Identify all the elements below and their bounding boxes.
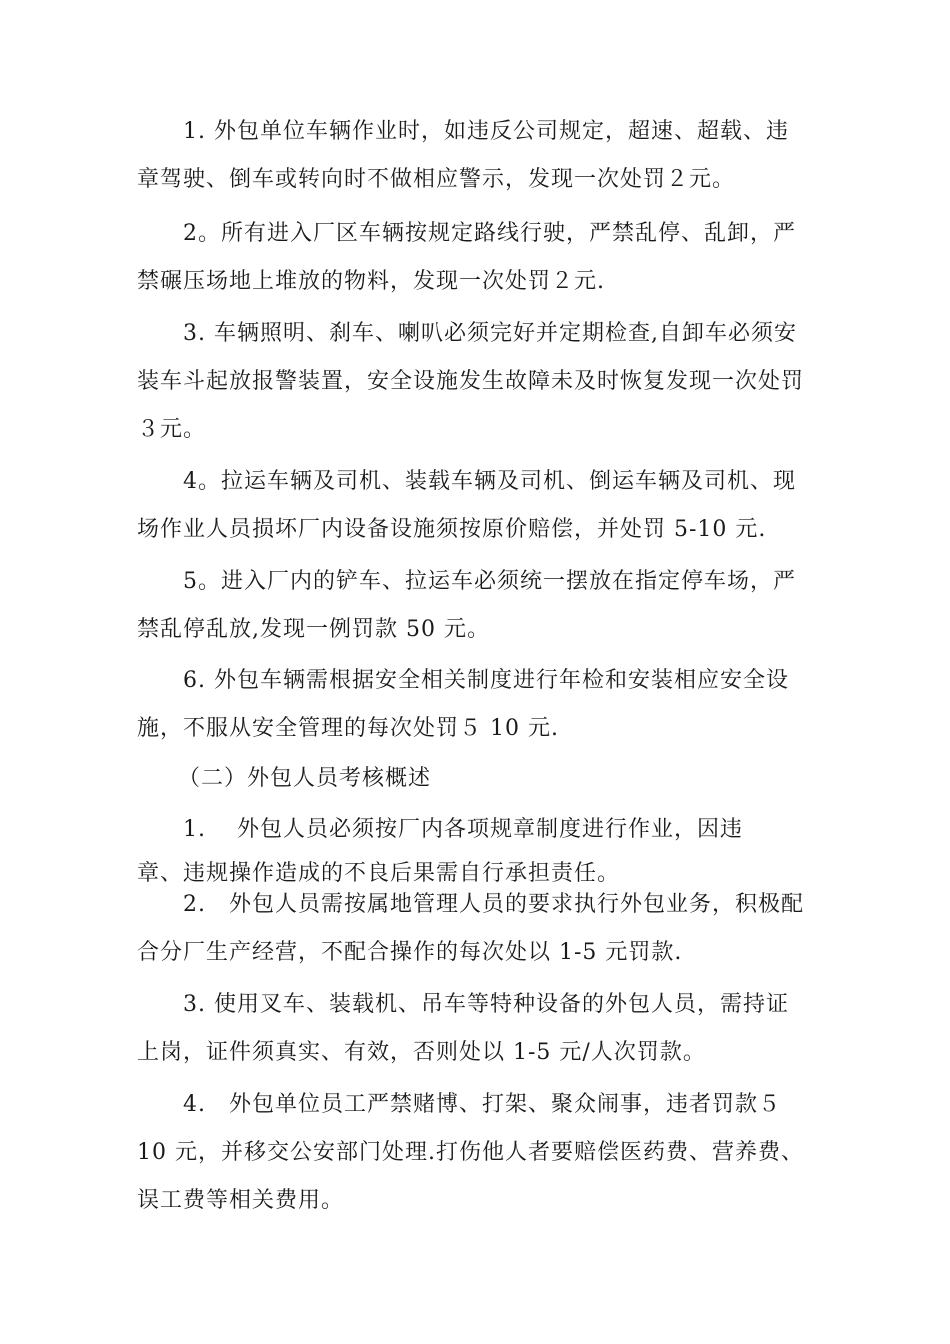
text-line: 2。所有进入厂区车辆按规定路线行驶，严禁乱停、乱卸，严 (137, 221, 796, 246)
text-line: 3. 车辆照明、刹车、喇叭必须完好并定期检查,自卸车必须安 (137, 321, 797, 346)
paragraph-vehicle-6 (137, 657, 837, 753)
text-line: 5。进入厂内的铲车、拉运车必须统一摆放在指定停车场，严 (137, 569, 796, 594)
text-line: 4。拉运车辆及司机、装载车辆及司机、倒运车辆及司机、现 (137, 469, 796, 494)
text-line: 装车斗起放报警装置，安全设施发生故障未及时恢复发现一次处罚 (137, 369, 805, 394)
text-line: 1. 外包单位车辆作业时，如违反公司规定，超速、超载、违 (137, 119, 789, 144)
text-line: 上岗，证件须真实、有效，否则处以 1-5 元/人次罚款。 (137, 1040, 706, 1065)
paragraph-personnel-2 (137, 881, 837, 977)
text-line: 场作业人员损坏厂内设备设施须按原价赔偿，并处罚 5-10 元. (137, 517, 767, 542)
text-line: ３元。 (137, 417, 207, 442)
text-line: 章驾驶、倒车或转向时不做相应警示，发现一次处罚２元。 (137, 167, 736, 192)
text-line: 10 元，并移交公安部门处理.打伤他人者要赔偿医药费、营养费、 (137, 1140, 804, 1165)
text-line: 施，不服从安全管理的每次处罚５ 10 元. (137, 716, 559, 741)
paragraph-vehicle-4 (137, 458, 837, 554)
section-heading: （二）外包人员考核概述 (178, 766, 432, 791)
paragraph-vehicle-5 (137, 558, 837, 654)
paragraph-vehicle-3 (137, 310, 837, 454)
paragraph-vehicle-1 (137, 108, 837, 204)
text-line: 4. 外包单位员工严禁赌博、打架、聚众闹事，违者罚款５ (137, 1092, 781, 1117)
text-line: 禁乱停乱放,发现一例罚款 50 元。 (137, 617, 490, 642)
text-line: 章、违规操作造成的不良后果需自行承担责任。 (137, 861, 621, 886)
text-line: 1. 外包人员必须按厂内各项规章制度进行作业，因违 (137, 817, 743, 842)
paragraph-personnel-4 (137, 1081, 837, 1225)
text-line: 6. 外包车辆需根据安全相关制度进行年检和安装相应安全设 (137, 668, 789, 693)
text-line: 禁碾压场地上堆放的物料，发现一次处罚２元. (137, 269, 605, 294)
paragraph-vehicle-2 (137, 210, 837, 306)
text-line: 3. 使用叉车、装载机、吊车等特种设备的外包人员，需持证 (137, 992, 789, 1017)
paragraph-personnel-3 (137, 981, 837, 1077)
text-line: 误工费等相关费用。 (137, 1188, 345, 1213)
text-line: 合分厂生产经营，不配合操作的每次处以 1-5 元罚款. (137, 940, 683, 965)
text-line: 2. 外包人员需按属地管理人员的要求执行外包业务，积极配 (137, 892, 804, 917)
